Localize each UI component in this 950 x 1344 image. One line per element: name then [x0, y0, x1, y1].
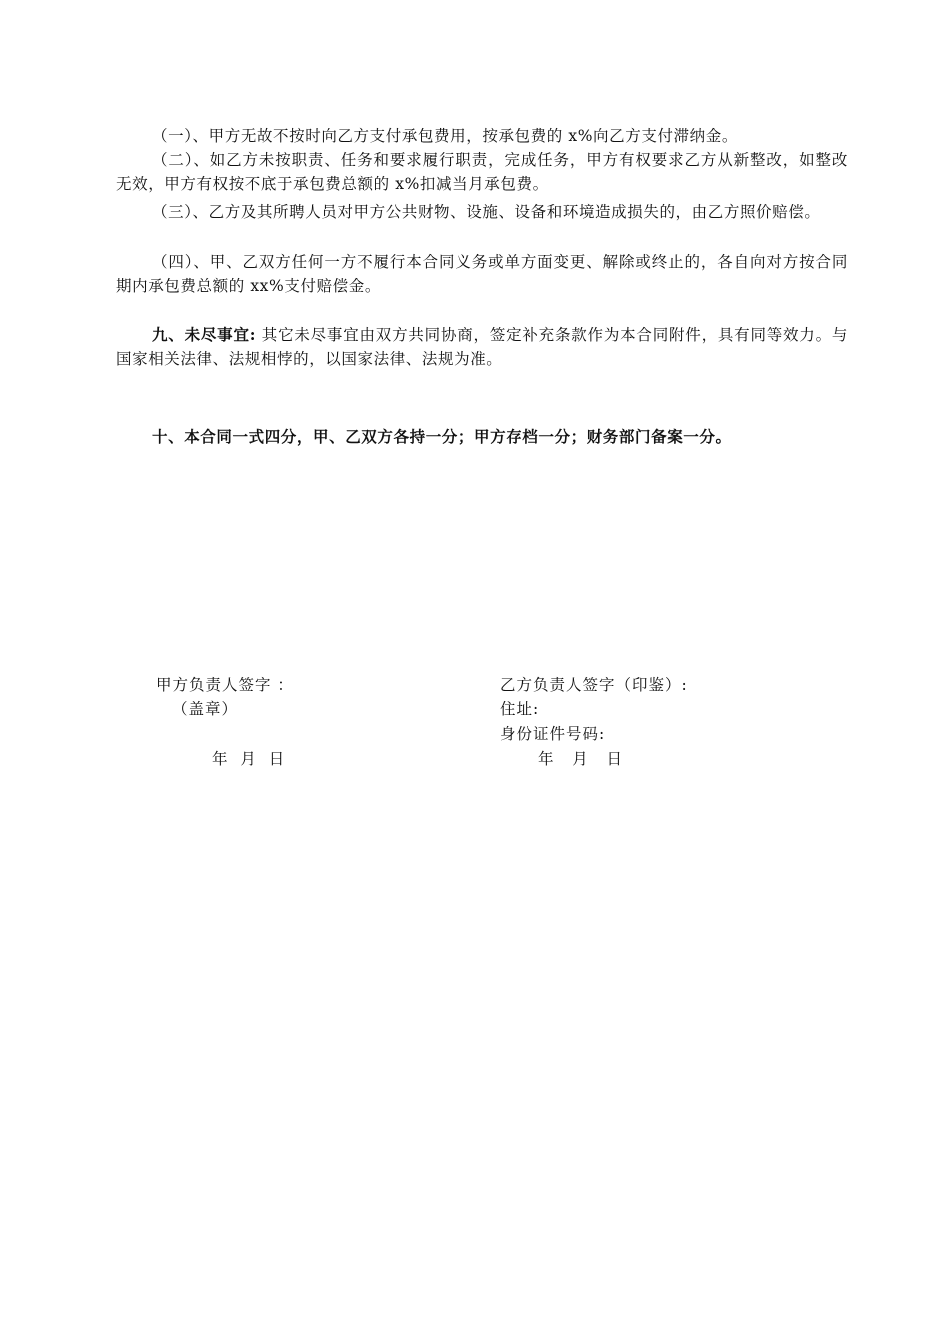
- party-a-signature-label: 甲方负责人签字 ：: [156, 676, 294, 694]
- party-b-id-number-label: 身份证件号码:: [500, 725, 606, 743]
- clause-item-3: （三）、乙方及其所聘人员对甲方公共财物、设施、设备和环境造成损失的，由乙方照价赔偿。: [152, 203, 821, 221]
- section-9-heading: 九、未尽事宜:: [152, 325, 257, 344]
- section-10: 十、本合同一式四分，甲、乙双方各持一分；甲方存档一分；财务部门备案一分。: [152, 427, 732, 446]
- section-9-body: 其它未尽事宜由双方共同协商，签定补充条款作为本合同附件，具有同等效力。与国家相关法律、法规相悖的，以国家法律、法规为准。: [116, 326, 848, 368]
- party-a-date: 年 月 日: [212, 750, 286, 768]
- clause-item-2: （二）、如乙方未按职责、任务和要求履行职责，完成任务，甲方有权要求乙方从新整改，如整改无效，甲方有权按不底于承包费总额的 x%扣减当月承包费。: [116, 151, 848, 193]
- clause-item-1: （一）、甲方无故不按时向乙方支付承包费用，按承包费的 x%向乙方支付滞纳金。: [152, 127, 738, 145]
- party-b-date: 年 月 日: [538, 750, 624, 768]
- party-b-address-label: 住址:: [500, 700, 540, 718]
- section-9: [116, 323, 848, 371]
- party-a-seal-label: （盖章）: [172, 700, 239, 718]
- party-b-signature-label: 乙方负责人签字（印鉴）:: [500, 676, 688, 694]
- clause-item-4: （四）、甲、乙双方任何一方不履行本合同义务或单方面变更、解除或终止的，各自向对方按合同期内承包费总额的 xx%支付赔偿金。: [116, 253, 848, 295]
